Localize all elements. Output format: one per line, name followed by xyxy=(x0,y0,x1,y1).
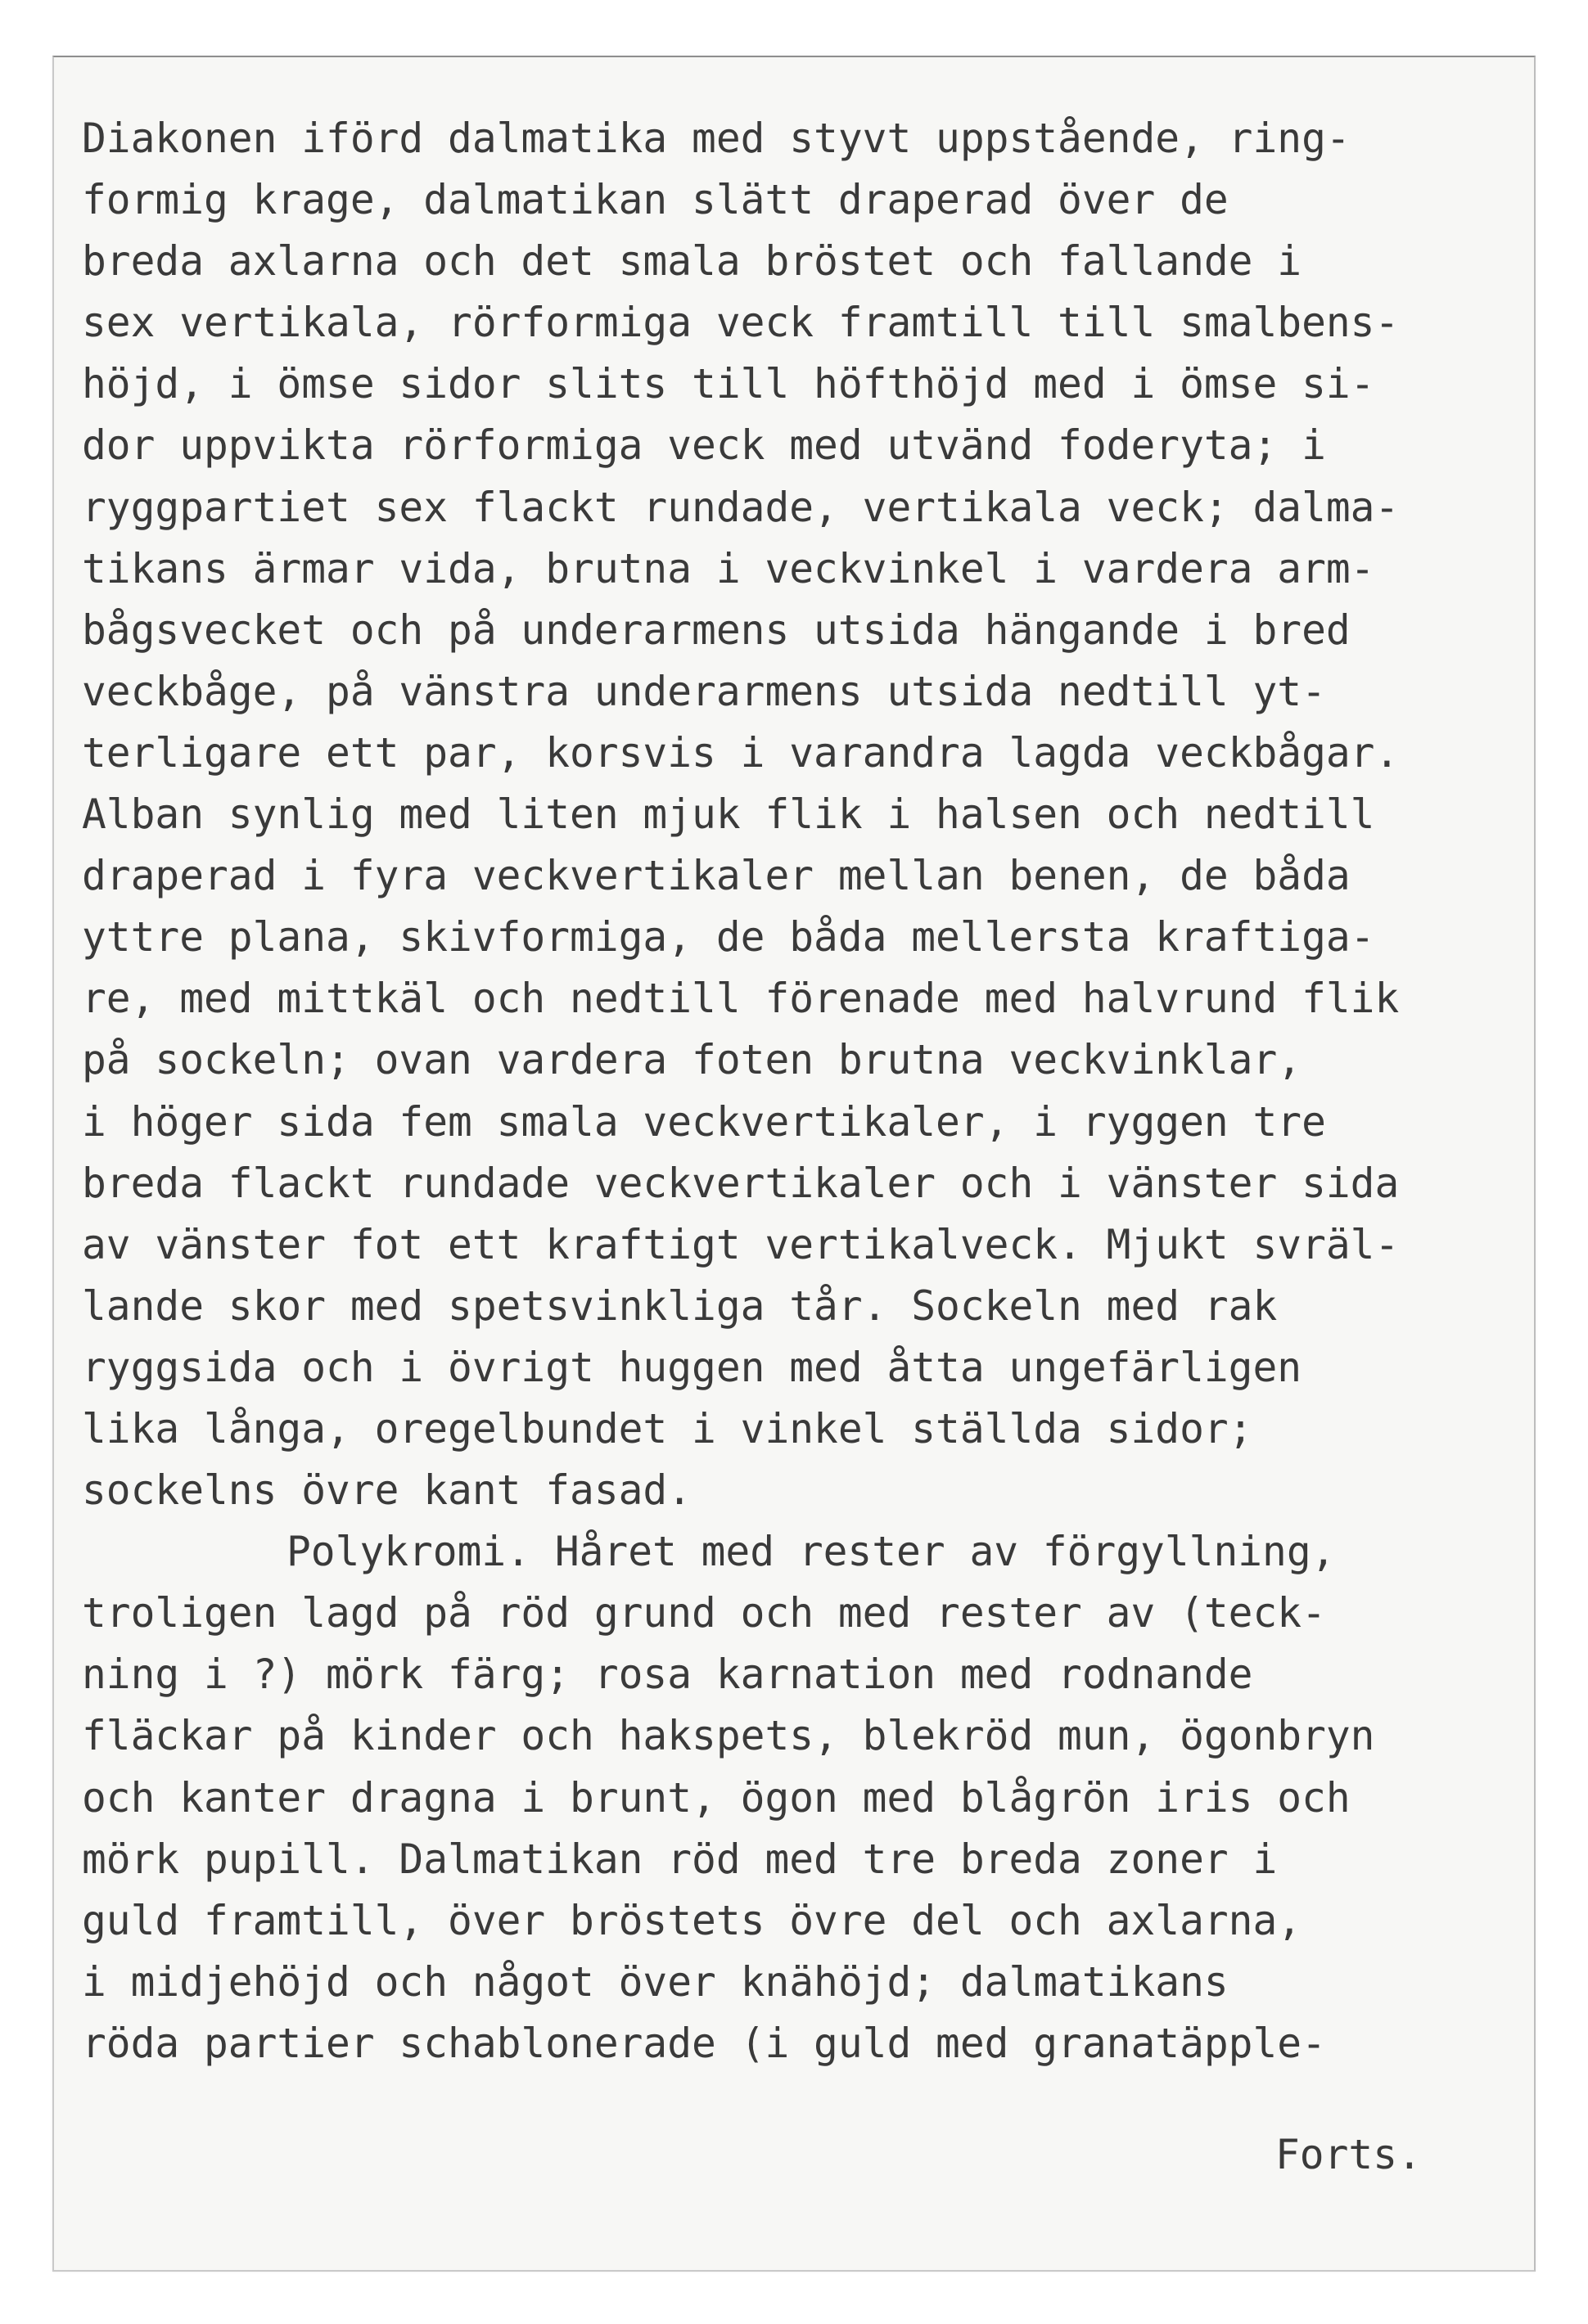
text-line: höjd, i ömse sidor slits till höfthöjd med i ömse si- xyxy=(82,360,1375,408)
typewritten-text xyxy=(82,108,1490,2074)
text-line: formig krage, dalmatikan slätt draperad över de xyxy=(82,176,1229,224)
text-line: re, med mittkäl och nedtill förenade med halvrund flik xyxy=(82,975,1400,1023)
text-line: veckbåge, på vänstra underarmens utsida nedtill yt- xyxy=(82,667,1326,715)
text-line: sockelns övre kant fasad. xyxy=(82,1466,692,1515)
text-line: dor uppvikta rörformiga veck med utvänd foderyta; i xyxy=(82,421,1326,470)
text-line: lika långa, oregelbundet i vinkel ställda sidor; xyxy=(82,1404,1253,1452)
text-line: yttre plana, skivformiga, de båda mellersta kraftiga- xyxy=(82,913,1375,962)
text-line: ryggpartiet sex flackt rundade, vertikala veck; dalma- xyxy=(82,483,1400,531)
text-line: röda partier schablonerade (i guld med granatäpple- xyxy=(82,2019,1326,2067)
text-line: lande skor med spetsvinkliga tår. Sockeln med rak xyxy=(82,1281,1278,1330)
text-line: terligare ett par, korsvis i varandra lagda veckbågar. xyxy=(82,728,1400,777)
text-line: breda axlarna och det smala bröstet och fallande i xyxy=(82,237,1302,286)
text-line: mörk pupill. Dalmatikan röd med tre breda zoner i xyxy=(82,1835,1278,1883)
text-line: guld framtill, över bröstets övre del och axlarna, xyxy=(82,1896,1302,1944)
text-line: ryggsida och i övrigt huggen med åtta ungefärligen xyxy=(82,1343,1302,1391)
text-line: breda flackt rundade veckvertikaler och i vänster sida xyxy=(82,1159,1400,1207)
text-line: Alban synlig med liten mjuk flik i halsen och nedtill xyxy=(82,790,1375,839)
text-line: draperad i fyra veckvertikaler mellan benen, de båda xyxy=(82,852,1351,900)
text-line: i höger sida fem smala veckvertikaler, i ryggen tre xyxy=(82,1097,1326,1146)
text-line: Diakonen iförd dalmatika med styvt uppstående, ring- xyxy=(82,115,1351,162)
text-line: av vänster fot ett kraftigt vertikalveck. Mjukt svräl- xyxy=(82,1220,1400,1268)
text-line: sex vertikala, rörformiga veck framtill till smalbens- xyxy=(82,299,1400,347)
paragraph-start-line: Polykromi. Håret med rester av förgyllning, xyxy=(286,1528,1336,1576)
text-line: tikans ärmar vida, brutna i veckvinkel i vardera arm- xyxy=(82,544,1375,592)
text-line: på sockeln; ovan vardera foten brutna veckvinklar, xyxy=(82,1036,1302,1084)
text-line: ning i ?) mörk färg; rosa karnation med rodnande xyxy=(82,1651,1253,1699)
text-line: fläckar på kinder och hakspets, blekröd mun, ögonbryn xyxy=(82,1712,1375,1760)
text-line: troligen lagd på röd grund och med rester av (teck- xyxy=(82,1589,1326,1637)
text-line: bågsvecket och på underarmens utsida hängande i bred xyxy=(82,606,1351,654)
continuation-note: Forts. xyxy=(1275,2131,1422,2178)
text-line: och kanter dragna i brunt, ögon med blågrön iris och xyxy=(82,1773,1351,1822)
text-line: i midjehöjd och något över knähöjd; dalmatikans xyxy=(82,1957,1229,2006)
